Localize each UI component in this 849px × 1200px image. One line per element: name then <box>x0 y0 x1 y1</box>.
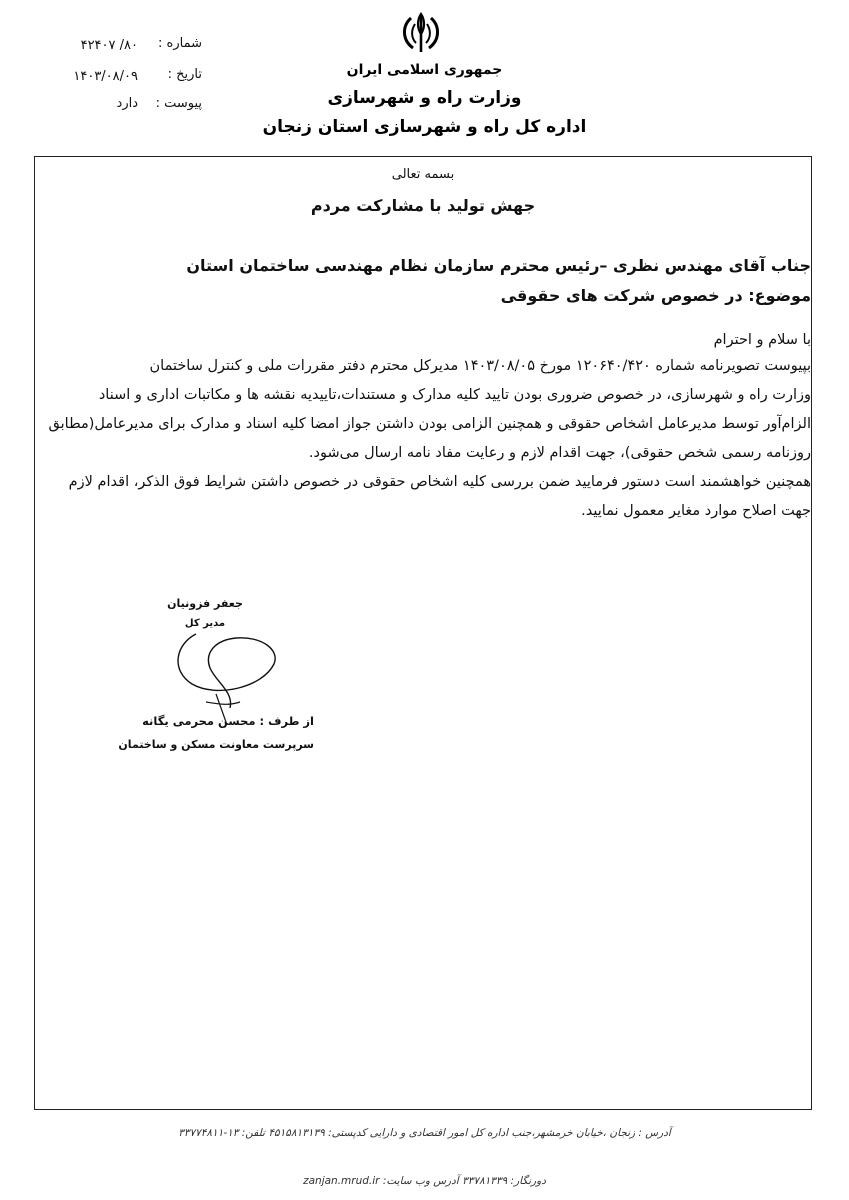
letter-number-label: شماره : <box>158 36 202 51</box>
header-ministry: وزارت راه و شهرسازی <box>327 88 522 108</box>
body-line: همچنین خواهشمند است دستور فرمایید ضمن بررسی کلیه اشخاص حقوقی در خصوص داشتن شرایط فوق الذکر، اقدام لازم <box>68 474 811 490</box>
footer-website: دورنگار: ۳۳۷۸۱۳۳۹ آدرس وب سایت: zanjan.mrud.ir <box>303 1175 546 1187</box>
signatory-title: مدیر کل <box>184 618 226 629</box>
signatory-name: جعفر فزونیان <box>167 597 243 610</box>
body-line: وزارت راه و شهرسازی، در خصوص ضروری بودن تایید کلیه مدارک و مستندات،تاییدیه نقشه ها و مکاتبات اداری و اسناد <box>98 387 811 403</box>
handwritten-signature <box>166 622 286 722</box>
header-country: جمهوری اسلامی ایران <box>346 62 503 78</box>
subject: موضوع: در خصوص شرکت های حقوقی <box>500 286 811 305</box>
letter-date-label: تاریخ : <box>167 67 202 82</box>
body-line: روزنامه رسمی شخص حقوقی)، جهت اقدام لازم و رعایت مفاد نامه ارسال می‌شود. <box>308 445 811 461</box>
body-line: الزام‌آور توسط مدیرعامل اشخاص حقوقی و همچنین الزامی بودن داشتن جواز امضا کلیه اسناد و مدارک برای مدیرعامل(مطابق <box>48 416 811 432</box>
invocation: بسمه تعالی <box>391 167 455 182</box>
slogan: جهش تولید با مشارکت مردم <box>310 196 536 215</box>
letter-number-value: ۸۰/ ۴۲۴۰۷ <box>80 38 138 53</box>
recipient: جناب آقای مهندس نظری –رئیس محترم سازمان نظام مهندسی ساختمان استان <box>186 256 811 275</box>
attachment-label: پیوست : <box>155 96 202 111</box>
attachment-value: دارد <box>116 96 138 111</box>
from-title: سرپرست معاونت مسکن و ساختمان <box>118 738 314 751</box>
letter-date-value: ۱۴۰۳/۰۸/۰۹ <box>73 69 138 84</box>
header-department: اداره کل راه و شهرسازی استان زنجان <box>262 117 587 137</box>
iran-emblem-icon <box>396 10 446 54</box>
body-line: بپیوست تصویرنامه شماره ۱۲۰۶۴۰/۴۲۰ مورخ ۱۴۰۳/۰۸/۰۵ مدیرکل محترم دفتر مقررات ملی و کنترل ساختمان <box>149 358 811 374</box>
body-line: جهت اصلاح موارد مغایر معمول نمایید. <box>581 503 811 519</box>
footer-address: آدرس : زنجان ،خیابان خرمشهر،جنب اداره کل امور اقتصادی و دارایی کدپستی: ۴۵۱۵۸۱۳۱۳۹ تلفن: ۱۳-۳۳۷۷۴۸۱۱ <box>178 1127 671 1139</box>
from-line: از طرف : محسن محرمی یگانه <box>142 714 314 728</box>
greeting: با سلام و احترام <box>713 332 811 348</box>
